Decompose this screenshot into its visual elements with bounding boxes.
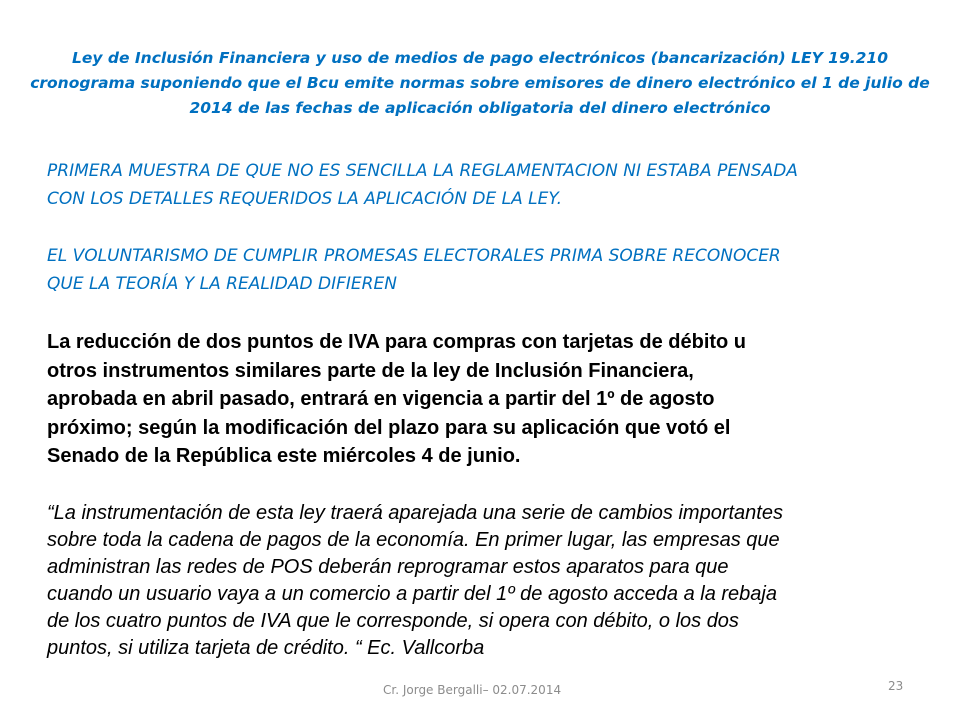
paragraph-line: próximo; según la modificación del plazo para su aplicación que votó el [47, 416, 731, 439]
quote-line: “La instrumentación de esta ley traerá aparejada una serie de cambios importantes [47, 502, 783, 524]
title-line: cronograma suponiendo que el Bcu emite normas sobre emisores de dinero electrónico el 1 de julio de [30, 74, 930, 92]
quote-line: de los cuatro puntos de IVA que le corresponde, si opera con débito, o los dos [47, 610, 739, 632]
news-paragraph [47, 328, 927, 471]
statement-line: QUE LA TEORÍA Y LA REALIDAD DIFIEREN [47, 274, 397, 294]
statement-line: CON LOS DETALLES REQUERIDOS LA APLICACIÓN DE LA LEY. [47, 189, 562, 209]
quote-line: cuando un usuario vaya a un comercio a partir del 1º de agosto acceda a la rebaja [47, 583, 777, 605]
title-line: Ley de Inclusión Financiera y uso de medios de pago electrónicos (bancarización) LEY 19.210 [72, 49, 888, 67]
quote-line: administran las redes de POS deberán reprogramar estos aparatos para que [47, 556, 729, 578]
quote-paragraph [47, 500, 937, 662]
paragraph-line: otros instrumentos similares parte de la ley de Inclusión Financiera, [47, 359, 694, 382]
quote-line: puntos, si utiliza tarjeta de crédito. “ Ec. Vallcorba [47, 637, 485, 659]
statement-line: EL VOLUNTARISMO DE CUMPLIR PROMESAS ELECTORALES PRIMA SOBRE RECONOCER [47, 246, 781, 266]
slide-footer: Cr. Jorge Bergalli– 02.07.2014 [383, 683, 562, 697]
page-number: 23 [888, 679, 904, 693]
paragraph-line: La reducción de dos puntos de IVA para compras con tarjetas de débito u [47, 331, 747, 353]
quote-line: sobre toda la cadena de pagos de la economía. En primer lugar, las empresas que [47, 529, 780, 551]
paragraph-line: aprobada en abril pasado, entrará en vigencia a partir del 1º de agosto [47, 388, 715, 410]
title-line: 2014 de las fechas de aplicación obligatoria del dinero electrónico [189, 99, 771, 117]
statement-line: PRIMERA MUESTRA DE QUE NO ES SENCILLA LA REGLAMENTACION NI ESTABA PENSADA [47, 161, 798, 181]
statement-voluntarism [47, 242, 927, 298]
statement-first-sign [47, 157, 927, 213]
paragraph-line: Senado de la República este miércoles 4 de junio. [47, 445, 521, 467]
slide-title [30, 46, 930, 121]
